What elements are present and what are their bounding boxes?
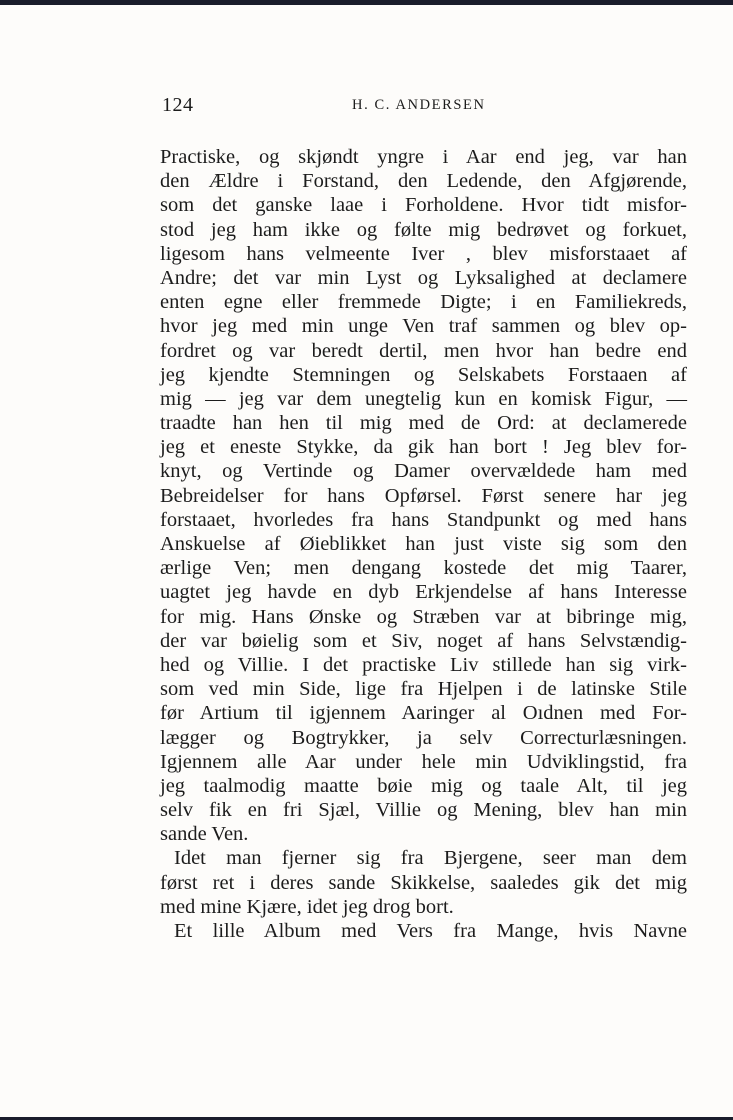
text-line: ærlige Ven; men dengang kostede det mig Taarer, xyxy=(160,557,687,580)
text-line: jeg taalmodig maatte bøie mig og taale Alt, til jeg xyxy=(160,774,687,797)
text-line: først ret i deres sande Skikkelse, saaledes gik det mig xyxy=(160,871,687,894)
text-line: den Ældre i Forstand, den Ledende, den Afgjørende, xyxy=(160,170,687,193)
text-line: som det ganske laae i Forholdene. Hvor tidt misfor- xyxy=(160,194,687,217)
text-line: Et lille Album med Vers fra Mange, hvis Navne xyxy=(174,920,687,942)
text-line: for mig. Hans Ønske og Stræben var at bibringe mig, xyxy=(160,605,687,628)
text-line: hed og Villie. I det practiske Liv stillede han sig virk- xyxy=(160,653,687,676)
text-line: traadte han hen til mig med de Ord: at declamerede xyxy=(160,412,687,435)
text-line: forstaaet, hvorledes fra hans Standpunkt og med hans xyxy=(160,508,687,531)
text-line: fordret og var beredt dertil, men hvor han bedre end xyxy=(160,339,687,362)
text-line: Practiske, og skjøndt yngre i Aar end jeg, var han xyxy=(160,146,687,168)
text-line: Bebreidelser for hans Opførsel. Først senere har jeg xyxy=(160,484,687,507)
text-line: som ved min Side, lige fra Hjelpen i de latinske Stile xyxy=(160,678,687,701)
page-top-edge xyxy=(0,0,733,5)
text-line: mig — jeg var dem unegtelig kun en komisk Figur, — xyxy=(160,387,687,410)
body-text xyxy=(160,145,687,943)
text-line: Igjennem alle Aar under hele min Udviklingstid, fra xyxy=(160,750,687,773)
text-line: jeg et eneste Stykke, da gik han bort ! Jeg blev for- xyxy=(160,436,687,459)
text-line: sande Ven. xyxy=(160,823,249,846)
page-number: 124 xyxy=(162,94,194,116)
text-line: jeg kjendte Stemningen og Selskabets Forstaaen af xyxy=(160,363,687,386)
text-line: Anskuelse af Øieblikket han just viste sig som den xyxy=(160,533,687,555)
text-line: knyt, og Vertinde og Damer overvældede ham med xyxy=(160,460,687,483)
text-line: enten egne eller fremmede Digte; i en Familiekreds, xyxy=(160,291,687,314)
page-header xyxy=(162,94,689,120)
running-head: H. C. ANDERSEN xyxy=(352,97,486,113)
text-line: uagtet jeg havde en dyb Erkjendelse af hans Interesse xyxy=(160,581,687,604)
text-line: stod jeg ham ikke og følte mig bedrøvet og forkuet, xyxy=(160,218,687,241)
text-line: Idet man fjerner sig fra Bjergene, seer man dem xyxy=(174,847,687,870)
text-line: med mine Kjære, idet jeg drog bort. xyxy=(160,895,454,918)
text-line: Andre; det var min Lyst og Lyksalighed at declamere xyxy=(160,266,687,289)
text-line: der var bøielig som et Siv, noget af hans Selvstændig- xyxy=(160,629,687,652)
text-line: hvor jeg med min unge Ven traf sammen og blev op- xyxy=(160,315,687,338)
text-line: selv fik en fri Sjæl, Villie og Mening, blev han min xyxy=(160,799,687,822)
text-line: ligesom hans velmeente Iver , blev misforstaaet af xyxy=(160,242,687,265)
text-line: før Artium til igjennem Aaringer al Oıdnen med For- xyxy=(160,702,687,725)
text-line: lægger og Bogtrykker, ja selv Correcturlæsningen. xyxy=(160,726,687,749)
